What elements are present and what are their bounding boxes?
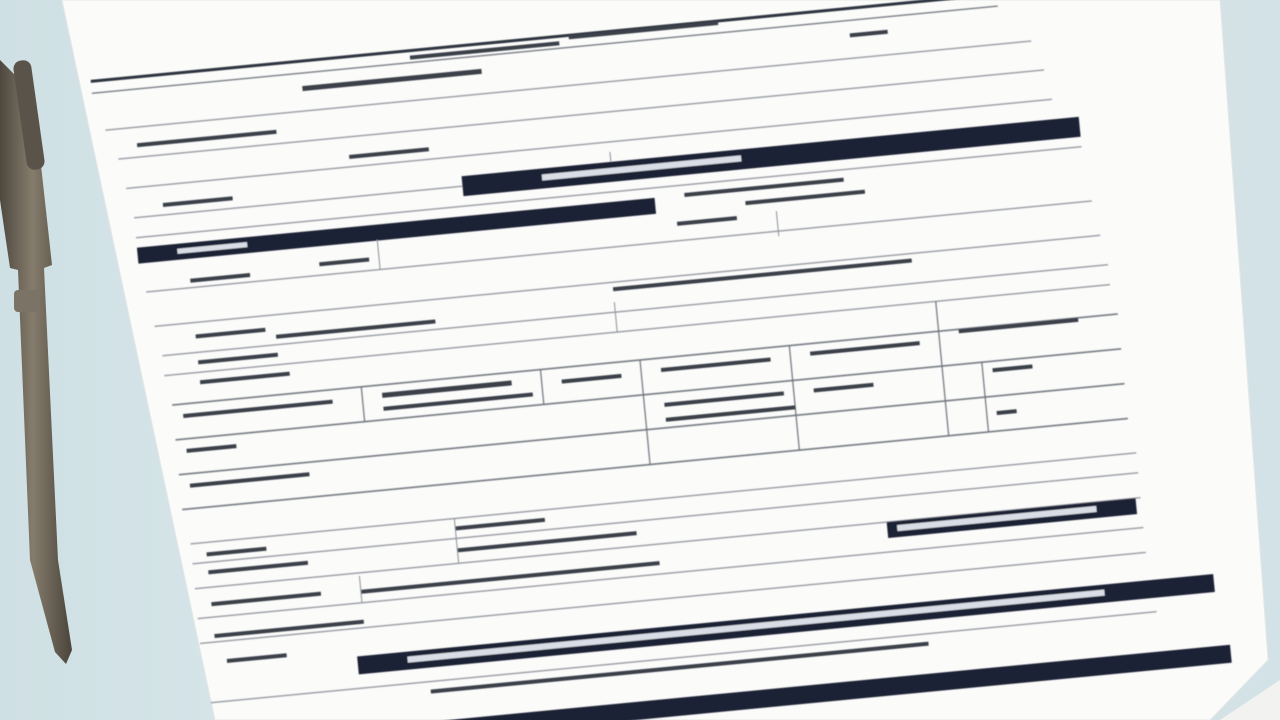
corner-paper	[1160, 640, 1280, 720]
